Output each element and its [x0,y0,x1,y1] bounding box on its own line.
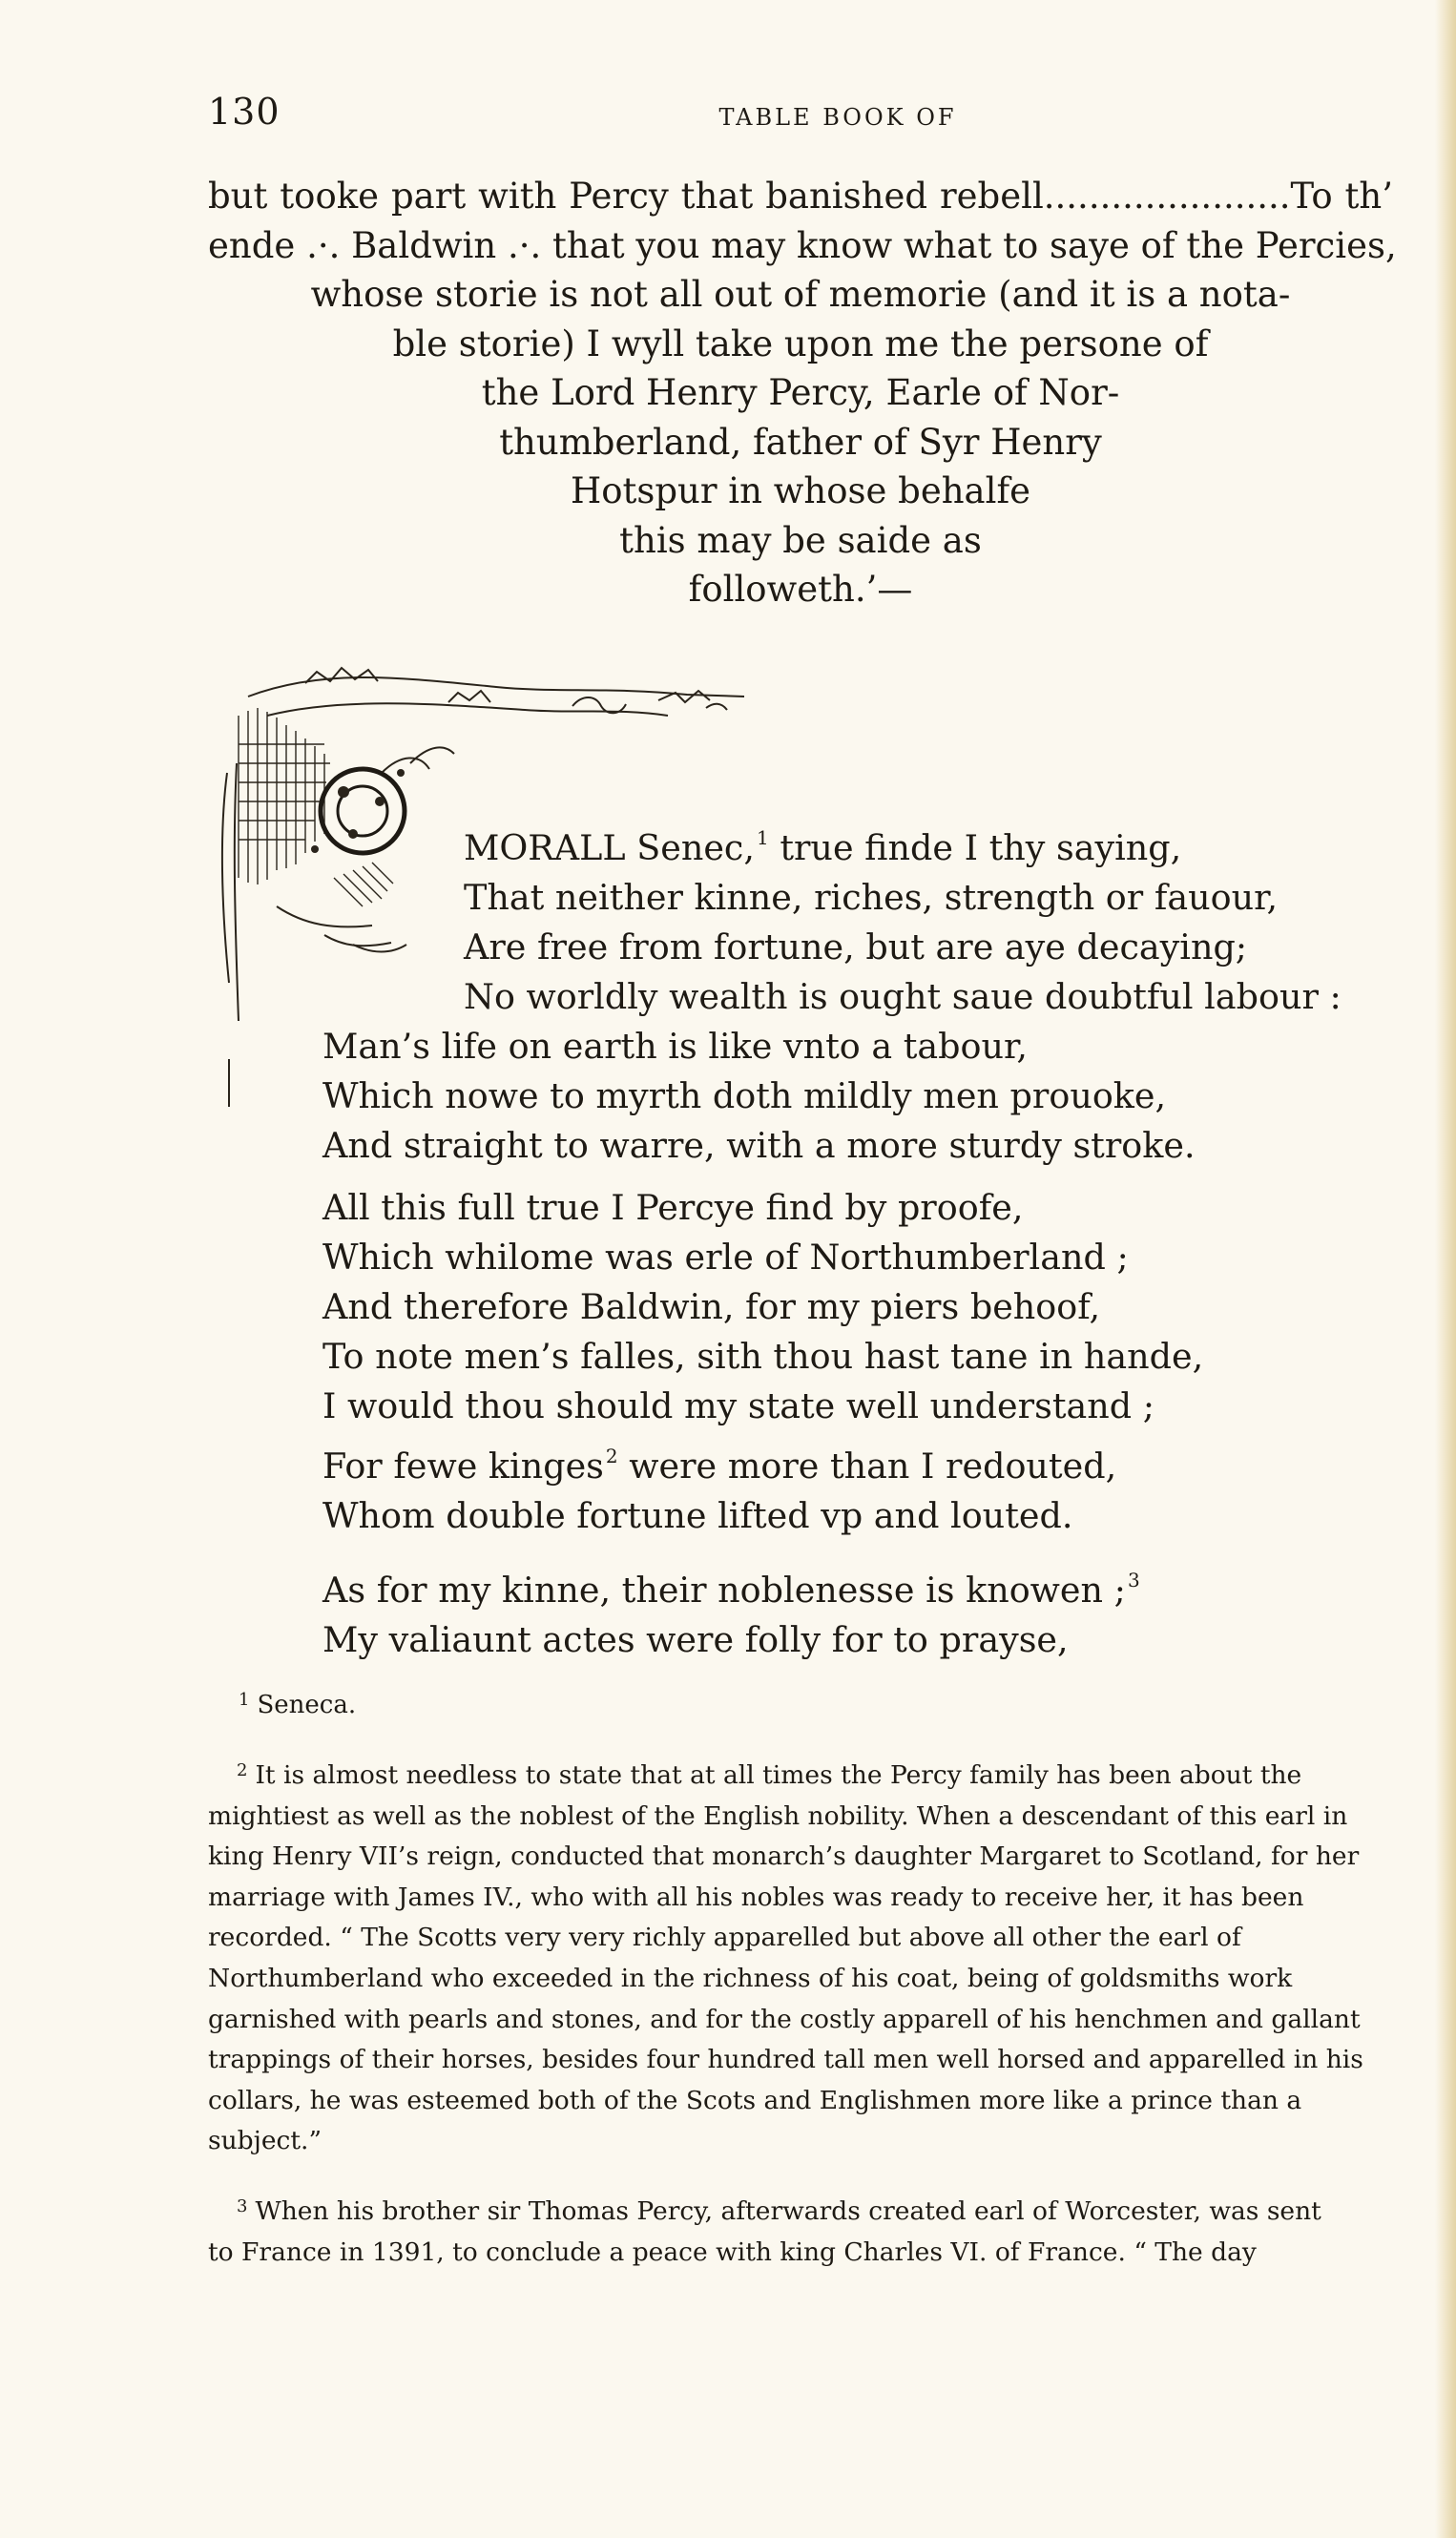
footnote-line: to France in 1391, to conclude a peace with king Charles VI. of France. “ The day [208,2236,1257,2267]
prose-line: this may be saide as [619,519,982,561]
page-header [208,91,1391,138]
verse-line: Are free from fortune, but are aye decaying; [464,926,1248,967]
footnote-3 [208,2187,1391,2273]
footnote-2 [208,1751,1391,2162]
prose-paragraph [208,172,1397,614]
footnote-line: garnished with pearls and stones, and for the costly apparell of his henchmen and gallant [208,2004,1361,2034]
prose-line: Hotspur in whose behalfe [570,470,1031,511]
verse-line: That neither kinne, riches, strength or fauour, [464,877,1279,918]
verse-line: I would thou should my state well understand ; [322,1385,1155,1426]
footnote-line: king Henry VII’s reign, conducted that monarch’s daughter Margaret to Scotland, for her [208,1841,1360,1872]
footnote-line: Northumberland who exceeded in the richness of his coat, being of goldsmiths work [208,1963,1293,1993]
verse-line: Man’s life on earth is like vnto a tabour, [322,1026,1029,1067]
verse-line: As for my kinne, their noblenesse is knowen ; $^3$ [322,1569,1140,1611]
footnote-line: $^3$ When his brother sir Thomas Percy, afterwards created earl of Worcester, was sent [237,2195,1321,2226]
verse-line: Whom double fortune lifted vp and louted. [322,1495,1073,1536]
footnote-line: mightiest as well as the noblest of the English nobility. When a descendant of this earl in [208,1800,1348,1831]
verse-line: And straight to warre, with a more sturdy stroke. [322,1125,1196,1166]
prose-line: ble storie) I wyll take upon me the persone of [392,322,1209,364]
verse-line: Which whilome was erle of Northumberland ; [322,1237,1129,1278]
prose-line: the Lord Henry Percy, Earle of Nor- [481,372,1120,413]
verse-stanza-3 [322,1555,1420,1665]
footnotes [208,1681,1391,2273]
footnote-line: marriage with James IV., who with all his nobles was ready to receive her, it has been [208,1882,1304,1912]
verse-line: MORALL Senec, $^1$ true finde I thy saying, [464,826,1182,868]
prose-line: followeth.’— [688,569,913,610]
verse-line: And therefore Baldwin, for my piers behoof, [322,1286,1101,1327]
footnote-line: trappings of their horses, besides four hundred tall men well horsed and apparelled in his [208,2045,1363,2075]
prose-line: thumberland, father of Syr Henry [499,421,1102,463]
footnote-line: $^2$ It is almost needless to state that at all times the Percy family has been about the [237,1760,1302,1790]
footnote-number: 1 [239,1690,250,1710]
footnote-number: 2 [237,1760,248,1780]
page-edge [1435,0,1456,2538]
prose-line: but tooke part with Percy that banished rebell......................To th’ [208,176,1393,217]
verse-line: My valiaunt actes were folly for to prayse, [322,1619,1069,1660]
footnote-1: $^1$ Seneca. [239,1690,357,1719]
running-head: TABLE BOOK OF [718,104,957,131]
prose-line: whose storie is not all out of memorie (and it is a nota- [310,274,1291,315]
prose-line: ende .·. Baldwin .·. that you may know what to saye of the Percies, [208,224,1397,266]
verse-line: No worldly wealth is ought saue doubtful labour : [464,976,1342,1017]
footnote-marker[interactable]: 2 [605,1445,618,1467]
footnote-line: subject.” [208,2126,322,2156]
verse-line: To note men’s falles, sith thou hast tane in hande, [322,1336,1204,1377]
verse-stanza-1 [322,813,1420,1171]
verse-line: For fewe kinges $^2$ were more than I redouted, [322,1445,1117,1487]
footnote-number: 3 [237,2195,248,2216]
verse-line: All this full true I Percye find by proofe, [322,1187,1024,1228]
page-number: 130 [208,91,281,133]
footnote-line: collars, he was esteemed both of the Scots and Englishmen more like a prince than a [208,2085,1302,2115]
footnote-line: recorded. “ The Scotts very very richly apparelled but above all other the earl of [208,1923,1241,1953]
verse-stanza-2 [322,1183,1420,1541]
verse-line: Which nowe to myrth doth mildly men prouoke, [322,1075,1167,1116]
footnote-marker[interactable]: 1 [756,826,769,849]
footnote-marker[interactable]: 3 [1127,1569,1140,1591]
